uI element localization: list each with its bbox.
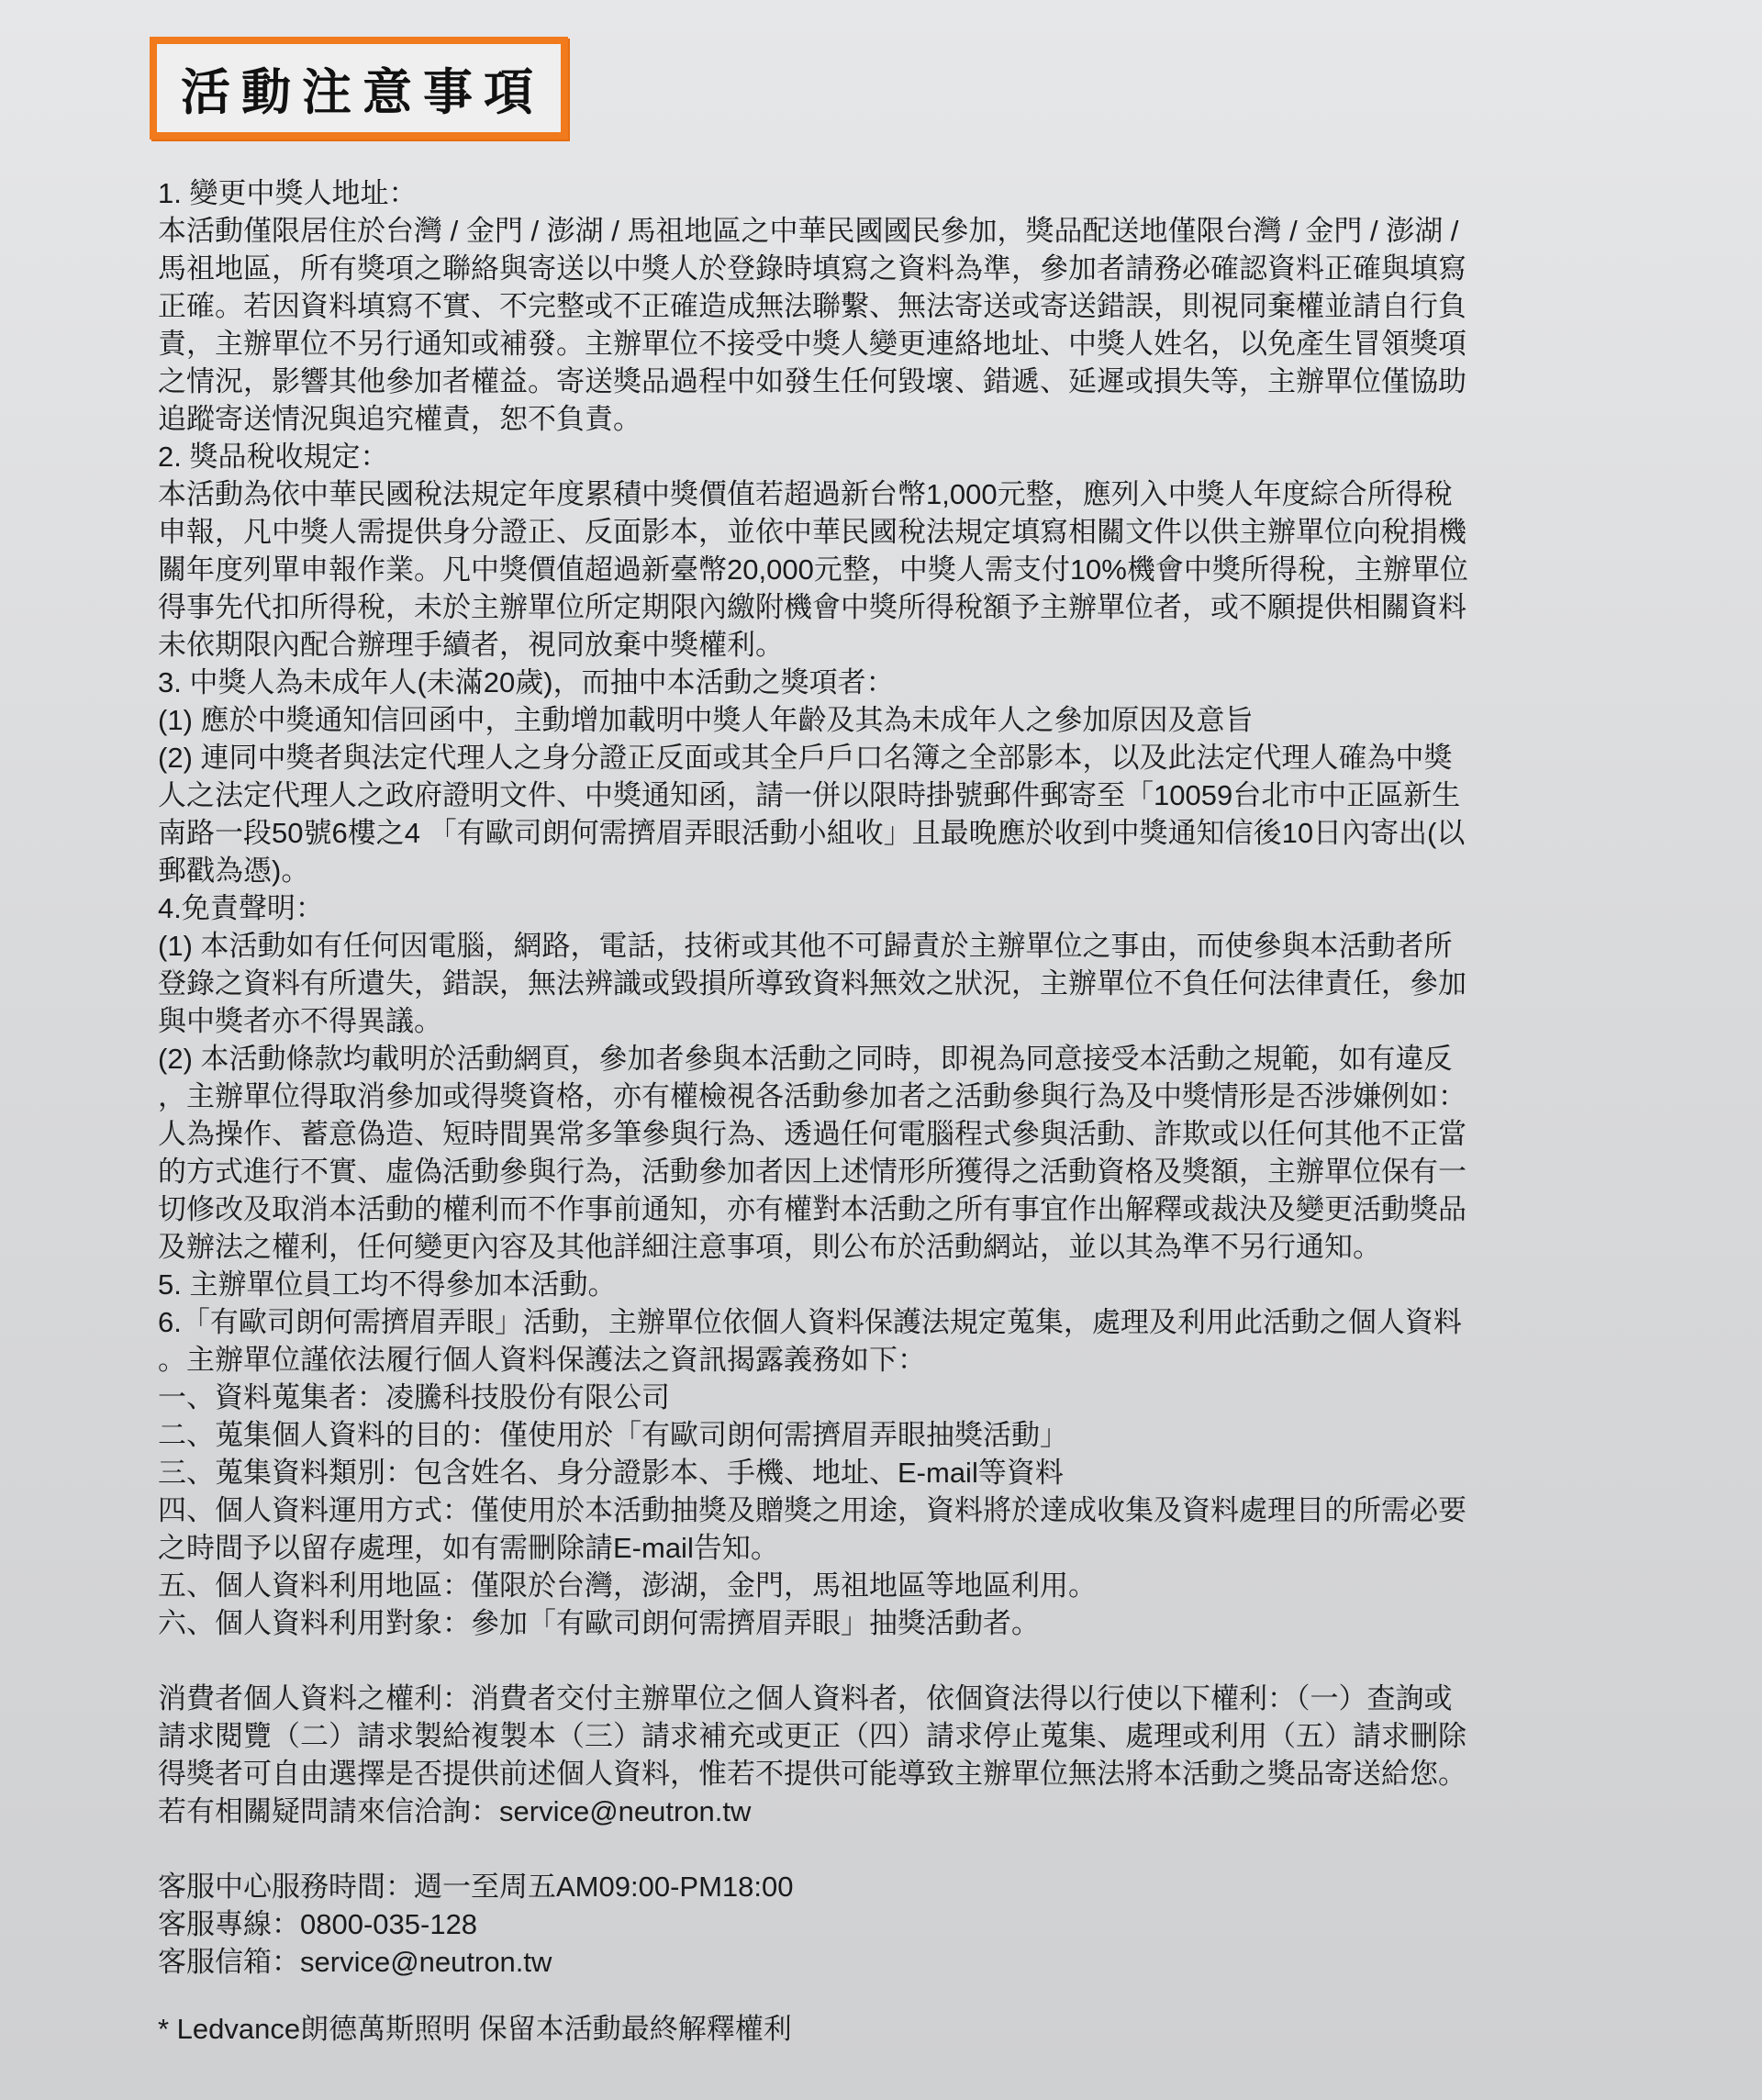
text-line: 消費者個人資料之權利：消費者交付主辦單位之個人資料者，依個資法得以行使以下權利：（一）查詢或 (158, 1682, 1453, 1715)
text-line: 南路一段50號6樓之4 「有歐司朗何需擠眉弄眼活動小組收」且最晚應於收到中獎通知信後10日內寄出(以 (158, 817, 1466, 849)
footer-note: * Ledvance朗德萬斯照明 保留本活動最終解釋權利 (158, 2013, 792, 2045)
terms-content (158, 174, 1608, 1981)
text-line: 追蹤寄送情況與追究權責，恕不負責。 (158, 403, 641, 435)
text-line: 與中獎者亦不得異議。 (158, 1005, 442, 1037)
text-line: 之時間予以留存處理，如有需刪除請E-mail告知。 (158, 1532, 779, 1564)
section-heading: 1. 變更中獎人地址： (158, 177, 418, 209)
text-line: 本活動為依中華民國稅法規定年度累積中獎價值若超過新台幣1,000元整，應列入中獎人年度綜合所得稅 (158, 478, 1453, 510)
page-title: 活動注意事項 (181, 62, 544, 121)
section-s4 (158, 889, 1608, 1266)
text-line: 及辦法之權利，任何變更內容及其他詳細注意事項，則公布於活動網站，並以其為準不另行通知。 (158, 1231, 1381, 1263)
section-s6 (158, 1303, 1608, 1642)
text-line: (2) 連同中獎者與法定代理人之身分證正反面或其全戶戶口名簿之全部影本，以及此法定代理人確為中獎 (158, 742, 1453, 774)
section-s3 (158, 664, 1608, 889)
text-line: 六、個人資料利用對象：參加「有歐司朗何需擠眉弄眼」抽獎活動者。 (158, 1607, 1040, 1639)
text-line: 二、蒐集個人資料的目的：僅使用於「有歐司朗何需擠眉弄眼抽獎活動」 (158, 1419, 1068, 1451)
text-line: 責，主辦單位不另行通知或補發。主辦單位不接受中獎人變更連絡地址、中獎人姓名，以免產生冒領獎項 (158, 328, 1466, 360)
text-line: 郵戳為憑)。 (158, 855, 310, 887)
text-line: (2) 本活動條款均載明於活動網頁，參加者參與本活動之同時，即視為同意接受本活動之規範，如有違反 (158, 1043, 1453, 1075)
text-line: 四、個人資料運用方式：僅使用於本活動抽獎及贈獎之用途，資料將於達成收集及資料處理目的所需必要 (158, 1494, 1466, 1526)
text-line: 人之法定代理人之政府證明文件、中獎通知函，請一併以限時掛號郵件郵寄至「10059台北市中正區新生 (158, 779, 1461, 811)
section-rights (158, 1642, 1608, 1830)
section-heading: 5. 主辦單位員工均不得參加本活動。 (158, 1268, 617, 1301)
text-line: 登錄之資料有所遺失，錯誤，無法辨識或毀損所導致資料無效之狀況，主辦單位不負任何法律責任，參加 (158, 967, 1466, 1000)
section-spacer (158, 1830, 1608, 1868)
text-line: 的方式進行不實、虛偽活動參與行為，活動參加者因上述情形所獲得之活動資格及獎額，主辦單位保有一 (158, 1156, 1466, 1188)
text-line: 本活動僅限居住於台灣 / 金門 / 澎湖 / 馬祖地區之中華民國國民參加，獎品配送地僅限台灣 / 金門 / 澎湖 / (158, 215, 1459, 247)
text-line: ，主辦單位得取消參加或得獎資格，亦有權檢視各活動參加者之活動參與行為及中獎情形是否涉嫌例如： (158, 1080, 1466, 1112)
section-heading: 2. 獎品稅收規定： (158, 441, 389, 473)
text-line: 之情況，影響其他參加者權益。寄送獎品過程中如發生任何毀壞、錯遞、延遲或損失等，主辦單位僅協助 (158, 365, 1466, 397)
section-heading: 3. 中獎人為未成年人(未滿20歲)，而抽中本活動之獎項者： (158, 666, 895, 698)
section-s1 (158, 174, 1608, 438)
section-s5 (158, 1266, 1608, 1303)
text-line: 。主辦單位謹依法履行個人資料保護法之資訊揭露義務如下： (158, 1344, 926, 1376)
section-spacer (158, 1642, 1608, 1680)
text-line: 客服信箱：service@neutron.tw (158, 1946, 552, 1978)
text-line: 一、資料蒐集者：凌騰科技股份有限公司 (158, 1381, 670, 1413)
text-line: 客服專線：0800-035-128 (158, 1908, 478, 1940)
section-s2 (158, 438, 1608, 664)
text-line: 得獎者可自由選擇是否提供前述個人資料，惟若不提供可能導致主辦單位無法將本活動之獎品寄送給您。 (158, 1758, 1466, 1790)
text-line: 五、個人資料利用地區：僅限於台灣，澎湖，金門，馬祖地區等地區利用。 (158, 1569, 1097, 1602)
text-line: 切修改及取消本活動的權利而不作事前通知，亦有權對本活動之所有事宜作出解釋或裁決及變更活動獎品 (158, 1193, 1466, 1225)
section-service (158, 1830, 1608, 1981)
section-heading: 4.免責聲明： (158, 892, 324, 924)
text-line: 請求閱覽（二）請求製給複製本（三）請求補充或更正（四）請求停止蒐集、處理或利用（五）請求刪除 (158, 1720, 1466, 1752)
text-line: 未依期限內配合辦理手續者，視同放棄中獎權利。 (158, 629, 784, 661)
section-heading: 6.「有歐司朗何需擠眉弄眼」活動，主辦單位依個人資料保護法規定蒐集，處理及利用此活動之個人資料 (158, 1306, 1462, 1338)
text-line: 若有相關疑問請來信洽詢：service@neutron.tw (158, 1795, 752, 1827)
text-line: 申報，凡中獎人需提供身分證正、反面影本，並依中華民國稅法規定填寫相關文件以供主辦單位向稅捐機 (158, 516, 1466, 548)
text-line: 關年度列單申報作業。凡中獎價值超過新臺幣20,000元整，中獎人需支付10%機會中獎所得稅，主辦單位 (158, 553, 1468, 586)
text-line: (1) 應於中獎通知信回函中，主動增加載明中獎人年齡及其為未成年人之參加原因及意旨 (158, 704, 1254, 736)
text-line: 三、蒐集資料類別：包含姓名、身分證影本、手機、地址、E-mail等資料 (158, 1457, 1064, 1489)
title-banner (150, 37, 568, 140)
text-line: 正確。若因資料填寫不實、不完整或不正確造成無法聯繫、無法寄送或寄送錯誤，則視同棄權並請自行負 (158, 290, 1466, 322)
text-line: 客服中心服務時間：週一至周五AM09:00-PM18:00 (158, 1871, 794, 1903)
text-line: 馬祖地區，所有獎項之聯絡與寄送以中獎人於登錄時填寫之資料為準，參加者請務必確認資料正確與填寫 (158, 252, 1466, 285)
text-line: (1) 本活動如有任何因電腦，網路，電話，技術或其他不可歸責於主辦單位之事由，而使參與本活動者所 (158, 930, 1453, 962)
text-line: 得事先代扣所得稅，未於主辦單位所定期限內繳附機會中獎所得稅額予主辦單位者，或不願提供相關資料 (158, 591, 1466, 623)
text-line: 人為操作、蓄意偽造、短時間異常多筆參與行為、透過任何電腦程式參與活動、詐欺或以任何其他不正當 (158, 1118, 1466, 1150)
